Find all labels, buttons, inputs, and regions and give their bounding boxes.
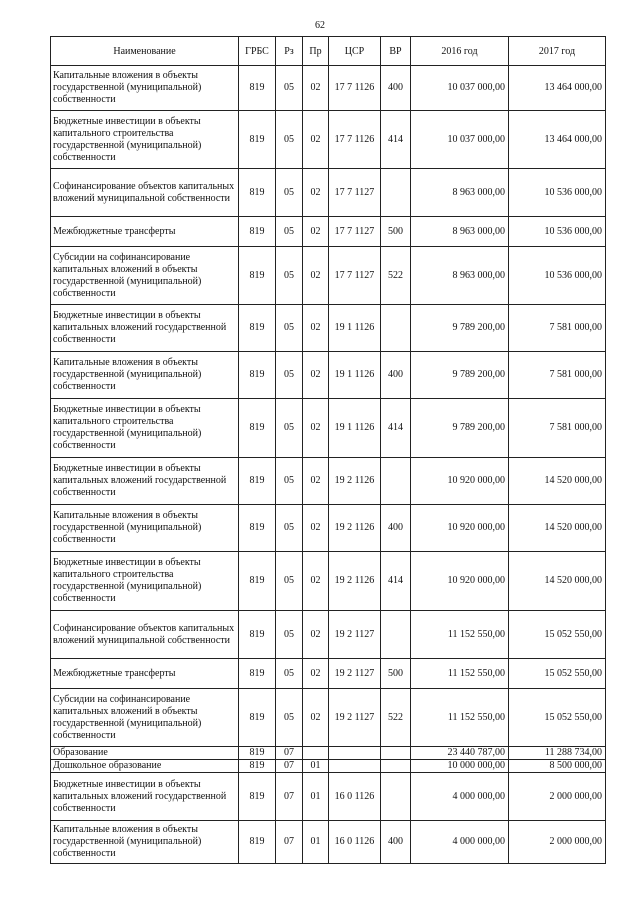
cell-2017: 10 536 000,00 [509,247,606,305]
cell-vr: 400 [381,352,411,399]
cell-name: Капитальные вложения в объекты государственной (муниципальной) собственности [51,66,239,111]
cell-2017: 15 052 550,00 [509,659,606,689]
cell-grbs: 819 [239,458,276,505]
cell-rz: 05 [276,552,303,611]
cell-rz: 07 [276,773,303,821]
cell-name: Межбюджетные трансферты [51,659,239,689]
cell-grbs: 819 [239,552,276,611]
cell-csr [329,747,381,760]
cell-vr: 414 [381,111,411,169]
cell-grbs: 819 [239,352,276,399]
table-row [51,111,606,169]
cell-rz: 05 [276,169,303,217]
cell-csr: 17 7 1126 [329,111,381,169]
cell-csr: 17 7 1127 [329,247,381,305]
cell-2016: 8 963 000,00 [411,169,509,217]
cell-2017: 7 581 000,00 [509,352,606,399]
cell-grbs: 819 [239,111,276,169]
table-row [51,760,606,773]
cell-pr: 02 [303,247,329,305]
header-2016: 2016 год [411,37,509,66]
cell-2017: 15 052 550,00 [509,689,606,747]
cell-2017: 13 464 000,00 [509,111,606,169]
cell-csr: 19 2 1126 [329,458,381,505]
cell-pr: 01 [303,773,329,821]
table-header-row [51,37,606,66]
cell-name: Бюджетные инвестиции в объекты капитальных вложений государственной собственности [51,305,239,352]
cell-pr: 02 [303,659,329,689]
cell-grbs: 819 [239,773,276,821]
cell-2017: 13 464 000,00 [509,66,606,111]
cell-2016: 9 789 200,00 [411,399,509,458]
cell-grbs: 819 [239,760,276,773]
cell-name: Субсидии на софинансирование капитальных вложений в объекты государственной (муниципальной) собственности [51,689,239,747]
cell-pr: 02 [303,111,329,169]
cell-pr: 02 [303,689,329,747]
cell-vr: 522 [381,689,411,747]
header-2017: 2017 год [509,37,606,66]
header-csr: ЦСР [329,37,381,66]
cell-csr: 16 0 1126 [329,821,381,864]
cell-2016: 10 000 000,00 [411,760,509,773]
page-number: 62 [315,20,325,31]
cell-2016: 11 152 550,00 [411,659,509,689]
cell-2017: 2 000 000,00 [509,773,606,821]
cell-grbs: 819 [239,169,276,217]
cell-vr [381,611,411,659]
cell-2017: 15 052 550,00 [509,611,606,659]
cell-2016: 10 037 000,00 [411,111,509,169]
cell-name: Бюджетные инвестиции в объекты капитального строительства государственной (муниципальной) собственности [51,552,239,611]
cell-2017: 10 536 000,00 [509,169,606,217]
cell-2017: 10 536 000,00 [509,217,606,247]
header-rz: Рз [276,37,303,66]
cell-csr: 19 1 1126 [329,305,381,352]
cell-vr [381,773,411,821]
cell-pr: 02 [303,611,329,659]
cell-2017: 14 520 000,00 [509,552,606,611]
cell-2017: 7 581 000,00 [509,399,606,458]
cell-name: Капитальные вложения в объекты государственной (муниципальной) собственности [51,821,239,864]
cell-name: Бюджетные инвестиции в объекты капитальных вложений государственной собственности [51,773,239,821]
cell-rz: 07 [276,760,303,773]
cell-2017: 7 581 000,00 [509,305,606,352]
cell-2016: 4 000 000,00 [411,773,509,821]
cell-vr [381,760,411,773]
table-row [51,66,606,111]
cell-2016: 8 963 000,00 [411,217,509,247]
table-row [51,659,606,689]
cell-pr: 02 [303,305,329,352]
cell-2016: 9 789 200,00 [411,352,509,399]
header-grbs: ГРБС [239,37,276,66]
cell-rz: 05 [276,305,303,352]
cell-csr: 19 2 1127 [329,611,381,659]
cell-2016: 10 037 000,00 [411,66,509,111]
cell-csr: 17 7 1127 [329,169,381,217]
cell-pr: 02 [303,458,329,505]
cell-2016: 10 920 000,00 [411,552,509,611]
cell-pr: 01 [303,821,329,864]
cell-vr [381,169,411,217]
cell-pr: 02 [303,169,329,217]
cell-csr: 19 1 1126 [329,399,381,458]
header-vr: ВР [381,37,411,66]
cell-pr: 02 [303,399,329,458]
cell-csr: 17 7 1127 [329,217,381,247]
cell-2017: 14 520 000,00 [509,458,606,505]
cell-pr [303,747,329,760]
cell-2016: 4 000 000,00 [411,821,509,864]
cell-2017: 11 288 734,00 [509,747,606,760]
cell-rz: 05 [276,611,303,659]
table-body [51,66,606,864]
cell-grbs: 819 [239,217,276,247]
cell-csr: 19 2 1127 [329,659,381,689]
cell-grbs: 819 [239,247,276,305]
table-row [51,247,606,305]
cell-grbs: 819 [239,66,276,111]
table-row [51,821,606,864]
table-row [51,689,606,747]
table-row [51,352,606,399]
cell-rz: 05 [276,66,303,111]
table-row [51,169,606,217]
cell-rz: 05 [276,352,303,399]
cell-vr: 400 [381,66,411,111]
cell-rz: 05 [276,247,303,305]
table-row [51,458,606,505]
cell-rz: 07 [276,821,303,864]
cell-grbs: 819 [239,611,276,659]
cell-2016: 9 789 200,00 [411,305,509,352]
cell-2017: 2 000 000,00 [509,821,606,864]
table-row [51,611,606,659]
table-row [51,217,606,247]
cell-rz: 05 [276,217,303,247]
cell-2016: 8 963 000,00 [411,247,509,305]
table-row [51,399,606,458]
table-row [51,773,606,821]
cell-csr: 19 2 1126 [329,552,381,611]
cell-2016: 11 152 550,00 [411,689,509,747]
table-row [51,747,606,760]
cell-csr: 19 2 1126 [329,505,381,552]
cell-vr: 500 [381,659,411,689]
header-name: Наименование [51,37,239,66]
cell-2016: 23 440 787,00 [411,747,509,760]
cell-name: Капитальные вложения в объекты государственной (муниципальной) собственности [51,352,239,399]
cell-csr: 16 0 1126 [329,773,381,821]
cell-rz: 05 [276,399,303,458]
budget-table [50,36,606,864]
cell-name: Субсидии на софинансирование капитальных вложений в объекты государственной (муниципальной) собственности [51,247,239,305]
cell-2016: 10 920 000,00 [411,458,509,505]
table-row [51,305,606,352]
cell-2017: 14 520 000,00 [509,505,606,552]
cell-name: Софинансирование объектов капитальных вложений муниципальной собственности [51,169,239,217]
cell-rz: 05 [276,505,303,552]
cell-rz: 07 [276,747,303,760]
cell-name: Образование [51,747,239,760]
cell-pr: 02 [303,352,329,399]
cell-grbs: 819 [239,305,276,352]
cell-grbs: 819 [239,505,276,552]
cell-grbs: 819 [239,821,276,864]
header-pr: Пр [303,37,329,66]
cell-vr: 414 [381,552,411,611]
cell-vr: 500 [381,217,411,247]
cell-csr: 19 2 1127 [329,689,381,747]
cell-vr: 400 [381,505,411,552]
cell-name: Капитальные вложения в объекты государственной (муниципальной) собственности [51,505,239,552]
cell-name: Софинансирование объектов капитальных вложений муниципальной собственности [51,611,239,659]
cell-2016: 11 152 550,00 [411,611,509,659]
cell-pr: 02 [303,66,329,111]
cell-2017: 8 500 000,00 [509,760,606,773]
cell-vr [381,305,411,352]
cell-rz: 05 [276,111,303,169]
table-row [51,552,606,611]
cell-rz: 05 [276,659,303,689]
cell-csr: 17 7 1126 [329,66,381,111]
cell-pr: 02 [303,505,329,552]
cell-name: Дошкольное образование [51,760,239,773]
cell-csr [329,760,381,773]
cell-pr: 02 [303,217,329,247]
table-row [51,505,606,552]
cell-vr [381,458,411,505]
cell-pr: 01 [303,760,329,773]
cell-name: Бюджетные инвестиции в объекты капитальных вложений государственной собственности [51,458,239,505]
cell-grbs: 819 [239,659,276,689]
cell-vr: 414 [381,399,411,458]
cell-rz: 05 [276,458,303,505]
cell-vr: 400 [381,821,411,864]
cell-grbs: 819 [239,747,276,760]
cell-name: Бюджетные инвестиции в объекты капитального строительства государственной (муниципальной) собственности [51,111,239,169]
cell-vr [381,747,411,760]
cell-grbs: 819 [239,399,276,458]
cell-name: Бюджетные инвестиции в объекты капитального строительства государственной (муниципальной) собственности [51,399,239,458]
cell-2016: 10 920 000,00 [411,505,509,552]
cell-grbs: 819 [239,689,276,747]
cell-vr: 522 [381,247,411,305]
cell-rz: 05 [276,689,303,747]
cell-pr: 02 [303,552,329,611]
cell-csr: 19 1 1126 [329,352,381,399]
cell-name: Межбюджетные трансферты [51,217,239,247]
